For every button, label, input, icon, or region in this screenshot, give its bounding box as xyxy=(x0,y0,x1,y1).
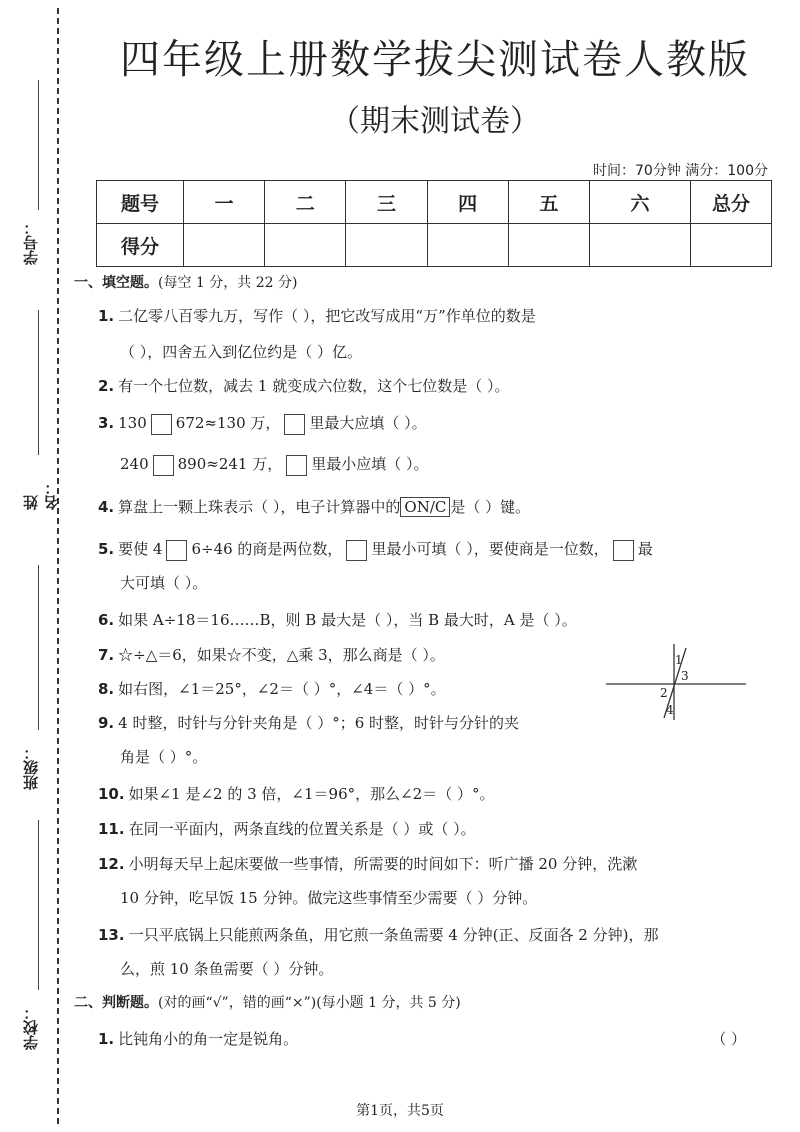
question-number: 13. xyxy=(98,926,125,944)
question-number: 1. xyxy=(98,307,115,325)
score-header-cell: 四 xyxy=(427,181,508,224)
question-text: 里最小应填（ ）。 xyxy=(311,455,429,473)
question-text: 有一个七位数，减去 1 就变成六位数，这个七位数是（ ）。 xyxy=(118,377,510,395)
question-5 xyxy=(98,538,760,561)
question-text: 比钝角小的角一定是锐角。 xyxy=(118,1030,299,1048)
question-number: 8. xyxy=(98,680,115,698)
question-2 xyxy=(98,375,760,396)
question-number: 7. xyxy=(98,646,115,664)
question-12-continued: 10 分钟，吃早饭 15 分钟。做完这些事情至少需要（ ）分钟。 xyxy=(120,889,538,907)
score-cell xyxy=(265,224,346,267)
question-text: ☆÷△＝6，如果☆不变，△乘 3，那么商是（ ）。 xyxy=(118,646,445,664)
page-subtitle: （期末测试卷） xyxy=(330,104,540,139)
school-blank-line xyxy=(38,820,39,990)
section-true-false-title: 二、判断题。 xyxy=(74,995,158,1011)
page-title: 四年级上册数学拔尖测试卷人教版 xyxy=(120,37,750,83)
question-number: 10. xyxy=(98,785,125,803)
question-text: 在同一平面内，两条直线的位置关系是（ ）或（ ）。 xyxy=(128,820,476,838)
question-number: 3. xyxy=(98,414,115,432)
question-text: 240 xyxy=(120,455,149,473)
question-9-continued: 角是（ ）°。 xyxy=(120,748,208,766)
school-label: 学校： xyxy=(22,1005,40,1050)
score-row-label: 得分 xyxy=(97,224,184,267)
question-number: 4. xyxy=(98,498,115,516)
question-12 xyxy=(98,853,760,874)
score-cell xyxy=(590,224,691,267)
question-text: 890≈241 万， xyxy=(177,455,283,473)
section-true-false-heading xyxy=(74,992,461,1012)
angle-label-4: 4 xyxy=(666,703,674,717)
name-blank-line xyxy=(38,310,39,455)
digit-blank-box[interactable] xyxy=(286,455,307,476)
angle-label-1: 1 xyxy=(675,653,683,667)
section-fill-in-note: (每空 1 分，共 22 分) xyxy=(158,275,298,291)
calculator-key-onc: ON/C xyxy=(400,497,450,517)
question-3 xyxy=(98,412,760,435)
side-field-class xyxy=(18,565,48,795)
section-fill-in-title: 一、填空题。 xyxy=(74,275,158,291)
question-4 xyxy=(98,496,760,517)
digit-blank-box[interactable] xyxy=(613,540,634,561)
question-1 xyxy=(98,305,760,326)
question-number: 11. xyxy=(98,820,125,838)
time-info: 时间：70分钟 满分：100分 xyxy=(593,163,768,179)
question-number: 6. xyxy=(98,611,115,629)
question-5-continued: 大可填（ ）。 xyxy=(120,574,208,592)
side-field-name xyxy=(18,310,61,510)
question-text: 是（ ）键。 xyxy=(450,498,531,516)
question-number: 2. xyxy=(98,377,115,395)
digit-blank-box[interactable] xyxy=(153,455,174,476)
side-field-school xyxy=(18,820,48,1060)
digit-blank-box[interactable] xyxy=(284,414,305,435)
class-label: 班级： xyxy=(22,745,40,790)
question-text: 130 xyxy=(118,414,147,432)
question-number: 1. xyxy=(98,1030,115,1048)
section-true-false-note: (对的画“√”，错的画“×”)(每小题 1 分，共 5 分) xyxy=(158,995,461,1011)
question-text: 里最大应填（ ）。 xyxy=(309,414,427,432)
score-header-cell: 二 xyxy=(265,181,346,224)
question-3-part-b xyxy=(120,453,429,476)
side-field-student-id xyxy=(18,70,48,270)
intersecting-lines-figure xyxy=(606,642,748,722)
question-text: 小明每天早上起床要做一些事情，所需要的时间如下：听广播 20 分钟，洗漱 xyxy=(128,855,638,873)
judge-question-1 xyxy=(98,1028,760,1049)
question-text: 672≈130 万， xyxy=(175,414,281,432)
judge-answer-paren[interactable]: （ ） xyxy=(711,1030,746,1048)
angle-label-2: 2 xyxy=(660,686,668,700)
student-id-label: 学号： xyxy=(22,220,40,265)
question-1-continued: （ ），四舍五入到亿位约是（ ）亿。 xyxy=(120,343,363,361)
score-cell xyxy=(184,224,265,267)
question-text: 算盘上一颗上珠表示（ ），电子计算器中的 xyxy=(118,498,401,516)
page-footer: 第1页，共5页 xyxy=(356,1103,444,1119)
digit-blank-box[interactable] xyxy=(166,540,187,561)
question-text: 如果 A÷18＝16……B，则 B 最大是（ ），当 B 最大时，A 是（ ）。 xyxy=(118,611,577,629)
question-text: 如果∠1 是∠2 的 3 倍，∠1＝96°，那么∠2＝（ ）°。 xyxy=(128,785,495,803)
question-6 xyxy=(98,609,760,630)
score-table xyxy=(96,180,772,267)
question-text: 最 xyxy=(637,540,653,558)
binding-dashed-line xyxy=(57,8,59,1124)
question-text: 一只平底锅上只能煎两条鱼，用它煎一条鱼需要 4 分钟(正、反面各 2 分钟)，那 xyxy=(128,926,659,944)
question-text: 6÷46 的商是两位数， xyxy=(191,540,343,558)
question-number: 12. xyxy=(98,855,125,873)
digit-blank-box[interactable] xyxy=(346,540,367,561)
score-header-cell: 总分 xyxy=(691,181,772,224)
score-table-score-row xyxy=(97,224,772,267)
question-10 xyxy=(98,783,760,804)
score-header-cell: 题号 xyxy=(97,181,184,224)
question-number: 5. xyxy=(98,540,115,558)
score-cell xyxy=(427,224,508,267)
digit-blank-box[interactable] xyxy=(151,414,172,435)
score-cell xyxy=(346,224,427,267)
question-13-continued: 么，煎 10 条鱼需要（ ）分钟。 xyxy=(120,960,334,978)
question-11 xyxy=(98,818,760,839)
question-9 xyxy=(98,712,760,733)
score-header-cell: 六 xyxy=(590,181,691,224)
section-fill-in-heading xyxy=(74,272,297,292)
score-table-header-row xyxy=(97,181,772,224)
question-text: 如右图，∠1＝25°，∠2＝（ ）°，∠4＝（ ）°。 xyxy=(118,680,446,698)
question-number: 9. xyxy=(98,714,115,732)
score-header-cell: 五 xyxy=(508,181,589,224)
score-cell xyxy=(508,224,589,267)
question-text: 4 时整，时针与分针夹角是（ ）°；6 时整，时针与分针的夹 xyxy=(118,714,520,732)
angle-label-3: 3 xyxy=(681,669,689,683)
question-13 xyxy=(98,924,760,945)
class-blank-line xyxy=(38,565,39,730)
question-text: 要使 4 xyxy=(118,540,163,558)
question-text: 里最小可填（ ），要使商是一位数， xyxy=(371,540,609,558)
score-header-cell: 三 xyxy=(346,181,427,224)
score-cell xyxy=(691,224,772,267)
question-text: 二亿零八百零九万，写作（ ），把它改写成用“万”作单位的数是 xyxy=(118,307,536,325)
name-label: 姓名： xyxy=(22,480,61,510)
student-id-blank-line xyxy=(38,80,39,210)
score-header-cell: 一 xyxy=(184,181,265,224)
